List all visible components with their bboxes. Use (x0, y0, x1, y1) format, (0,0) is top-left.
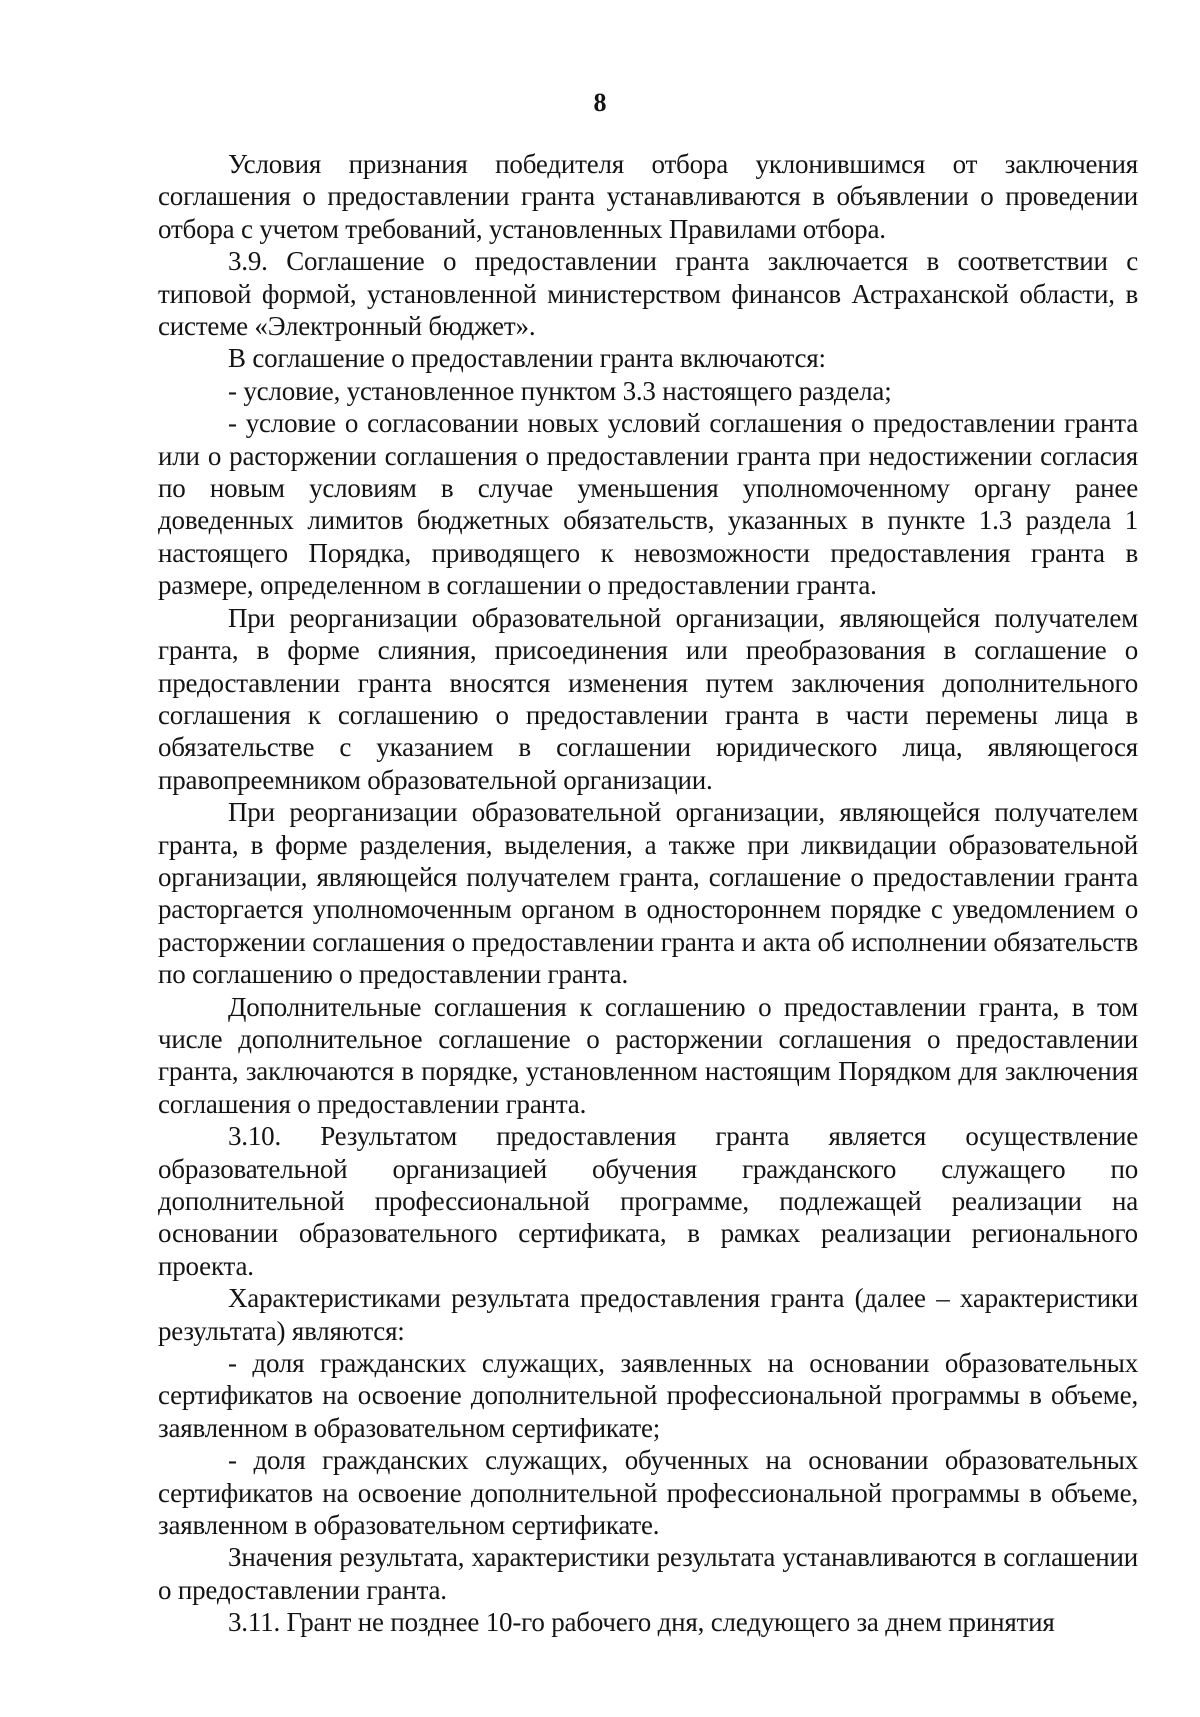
paragraph-result-characteristics: Характеристиками результата предоставления гранта (далее – характеристики результата) являются: (158, 1283, 1138, 1346)
paragraph-reorganization-merger: При реорганизации образовательной организации, являющейся получателем гранта, в форме слияния, присоединения или преобразования в соглашение о предоставлении гранта вносятся изменения путем заключения дополнительного соглашения к соглашению о предоставлении гранта в части перемены лица в обязательстве с указанием в соглашении юридического лица, являющегося правопреемником образовательной организации. (158, 602, 1138, 795)
paragraph-agreement-includes: В соглашение о предоставлении гранта включаются: (228, 343, 826, 374)
list-item-share-trained: - доля гражданских служащих, обученных на основании образовательных сертификатов на освоение дополнительной профессиональной программы в объеме, заявленном в образовательном сертификате. (158, 1445, 1138, 1541)
paragraph-3-10: 3.10. Результатом предоставления гранта является осуществление образовательной организацией обучения гражданского служащего по дополнительной профессиональной программе, подлежащей реализации на основании образовательного сертификата, в рамках реализации регионального проекта. (158, 1121, 1138, 1281)
document-body (158, 148, 1138, 1639)
page-number: 8 (593, 88, 607, 117)
list-item-condition-new-terms: - условие о согласовании новых условий соглашения о предоставлении гранта или о расторжении соглашения о предоставлении гранта при недостижении согласия по новым условиям в случае уменьшения уполномоченному органу ранее доведенных лимитов бюджетных обязательств, указанных в пункте 1.3 раздела 1 настоящего Порядка, приводящего к невозможности предоставления гранта в размере, определенном в соглашении о предоставлении гранта. (158, 408, 1138, 601)
paragraph-3-11: 3.11. Грант не позднее 10-го рабочего дня, следующего за днем принятия (228, 1607, 1055, 1638)
paragraph-reorganization-division: При реорганизации образовательной организации, являющейся получателем гранта, в форме разделения, выделения, а также при ликвидации образовательной организации, являющейся получателем гранта, соглашение о предоставлении гранта расторгается уполномоченным органом в одностороннем порядке с уведомлением о расторжении соглашения о предоставлении гранта и акта об исполнении обязательств по соглашению о предоставлении гранта. (158, 797, 1138, 990)
paragraph-additional-agreements: Дополнительные соглашения к соглашению о предоставлении гранта, в том числе дополнительное соглашение о расторжении соглашения о предоставлении гранта, заключаются в порядке, установленном настоящим Порядком для заключения соглашения о предоставлении гранта. (158, 991, 1138, 1119)
paragraph-result-values: Значения результата, характеристики результата устанавливаются в соглашении о предоставлении гранта. (158, 1542, 1138, 1605)
list-item-condition-3-3: - условие, установленное пунктом 3.3 настоящего раздела; (228, 375, 892, 406)
paragraph-3-9: 3.9. Соглашение о предоставлении гранта заключается в соответствии с типовой формой, установленной министерством финансов Астраханской области, в системе «Электронный бюджет». (158, 246, 1138, 342)
list-item-share-declared: - доля гражданских служащих, заявленных на основании образовательных сертификатов на освоение дополнительной профессиональной программы в объеме, заявленном в образовательном сертификате; (158, 1348, 1138, 1443)
paragraph-evasion-conditions: Условия признания победителя отбора уклонившимся от заключения соглашения о предоставлении гранта устанавливаются в объявлении о проведении отбора с учетом требований, установленных Правилами отбора. (158, 149, 1138, 244)
